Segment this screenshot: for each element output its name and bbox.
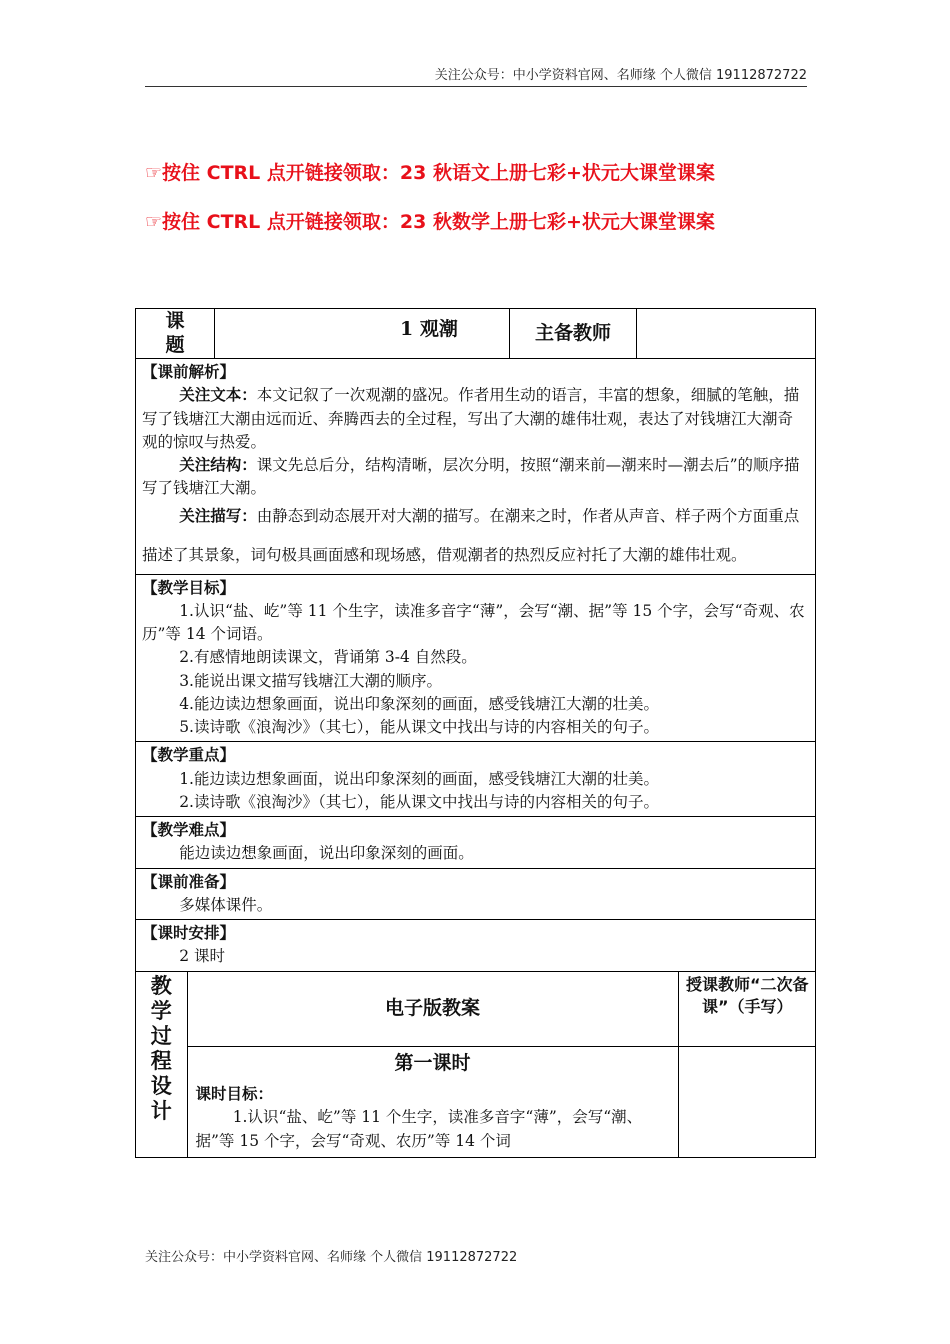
focus-structure-body: 课文先总后分，结构清晰，层次分明，按照“潮来前—潮来时—潮去后”的顺序描写了钱塘江大潮。 [142, 456, 800, 498]
teacher-label: 主备教师 [510, 309, 637, 359]
promo-link-chinese[interactable]: ☞按住 CTRL 点开链接领取：23 秋语文上册七彩+状元大课堂课案 [145, 162, 715, 184]
section-heading: 【课前准备】 [142, 872, 236, 891]
teacher-value [637, 309, 816, 359]
vertical-char: 程 [150, 1049, 172, 1074]
lesson-one-content [187, 1046, 678, 1157]
topic-label-char: 课 [165, 309, 185, 332]
lesson-goal-text: 1.认识“盐、屹”等 11 个生字，读准多音字“薄”，会写“潮、据”等 15 个字，会写“奇观、农历”等 14 个词 [195, 1108, 643, 1150]
electronic-plan-header: 电子版教案 [187, 972, 678, 1047]
vertical-char: 教 [150, 973, 172, 998]
difficulties [136, 817, 816, 869]
topic-label-char: 题 [165, 333, 185, 356]
focus-text-body: 本文记叙了一次观潮的盛况。作者用生动的语言，丰富的想象，细腻的笔触，描写了钱塘江大潮由远而近、奔腾西去的全过程，写出了大潮的雄伟壮观，表达了对钱塘江大潮奇观的惊叹与热爱。 [142, 386, 800, 451]
list-item: 5.读诗歌《浪淘沙》（其七），能从课文中找出与诗的内容相关的句子。 [179, 718, 659, 737]
list-item: 1.能边读边想象画面，说出印象深刻的画面，感受钱塘江大潮的壮美。 [179, 769, 659, 788]
teaching-process [136, 971, 816, 1157]
teaching-goals [136, 574, 816, 742]
lesson-plan-table [135, 308, 816, 1158]
page-header: 关注公众号：中小学资料官网、名师缘 个人微信 19112872722 [434, 68, 807, 83]
list-item: 1.认识“盐、屹”等 11 个生字，读准多音字“薄”，会写“潮、据”等 15 个字，会写“奇观、农历”等 14 个词语。 [142, 601, 805, 644]
section-heading: 【教学重点】 [142, 746, 236, 765]
handwritten-area[interactable] [678, 1046, 816, 1157]
lesson-one-title: 第一课时 [394, 1051, 471, 1074]
handwritten-prep-header: 授课教师“二次备课”（手写） [678, 972, 816, 1047]
page-footer: 关注公众号：中小学资料官网、名师缘 个人微信 19112872722 [145, 1250, 518, 1265]
section-heading: 【教学目标】 [142, 578, 236, 597]
schedule-text: 2 课时 [179, 947, 225, 966]
lesson-title: 1 观潮 [215, 309, 510, 359]
header-divider [145, 86, 807, 87]
focus-description-label: 关注描写： [179, 506, 257, 525]
list-item: 3.能说出课文描写钱塘江大潮的顺序。 [179, 671, 442, 690]
key-points [136, 742, 816, 817]
focus-description-body: 由静态到动态展开对大潮的描写。在潮来之时，作者从声音、样子两个方面重点描述了其景象，词句极具画面感和现场感，借观潮者的热烈反应衬托了大潮的雄伟壮观。 [142, 506, 800, 565]
promo-link-math[interactable]: ☞按住 CTRL 点开链接领取：23 秋数学上册七彩+状元大课堂课案 [145, 211, 715, 233]
preparation [136, 868, 816, 920]
list-item: 4.能边读边想象画面，说出印象深刻的画面，感受钱塘江大潮的壮美。 [179, 694, 659, 713]
vertical-char: 设 [150, 1074, 172, 1099]
schedule [136, 920, 816, 972]
process-vertical-label [136, 972, 187, 1157]
focus-text-label: 关注文本： [179, 386, 257, 405]
topic-label [136, 309, 215, 359]
process-table [136, 972, 816, 1157]
difficulty-text: 能边读边想象画面，说出印象深刻的画面。 [179, 844, 474, 863]
section-heading: 【课前解析】 [142, 363, 236, 381]
section-heading: 【教学难点】 [142, 821, 236, 840]
vertical-char: 过 [150, 1023, 172, 1048]
vertical-char: 计 [150, 1099, 172, 1124]
pre-class-analysis [136, 359, 816, 575]
vertical-char: 学 [150, 998, 172, 1023]
lesson-goal-label: 课时目标： [195, 1085, 274, 1104]
list-item: 2.读诗歌《浪淘沙》（其七），能从课文中找出与诗的内容相关的句子。 [179, 792, 659, 811]
focus-structure-label: 关注结构： [179, 456, 257, 474]
preparation-text: 多媒体课件。 [179, 895, 273, 914]
section-heading: 【课时安排】 [142, 924, 236, 943]
list-item: 2.有感情地朗读课文，背诵第 3-4 自然段。 [179, 648, 477, 667]
